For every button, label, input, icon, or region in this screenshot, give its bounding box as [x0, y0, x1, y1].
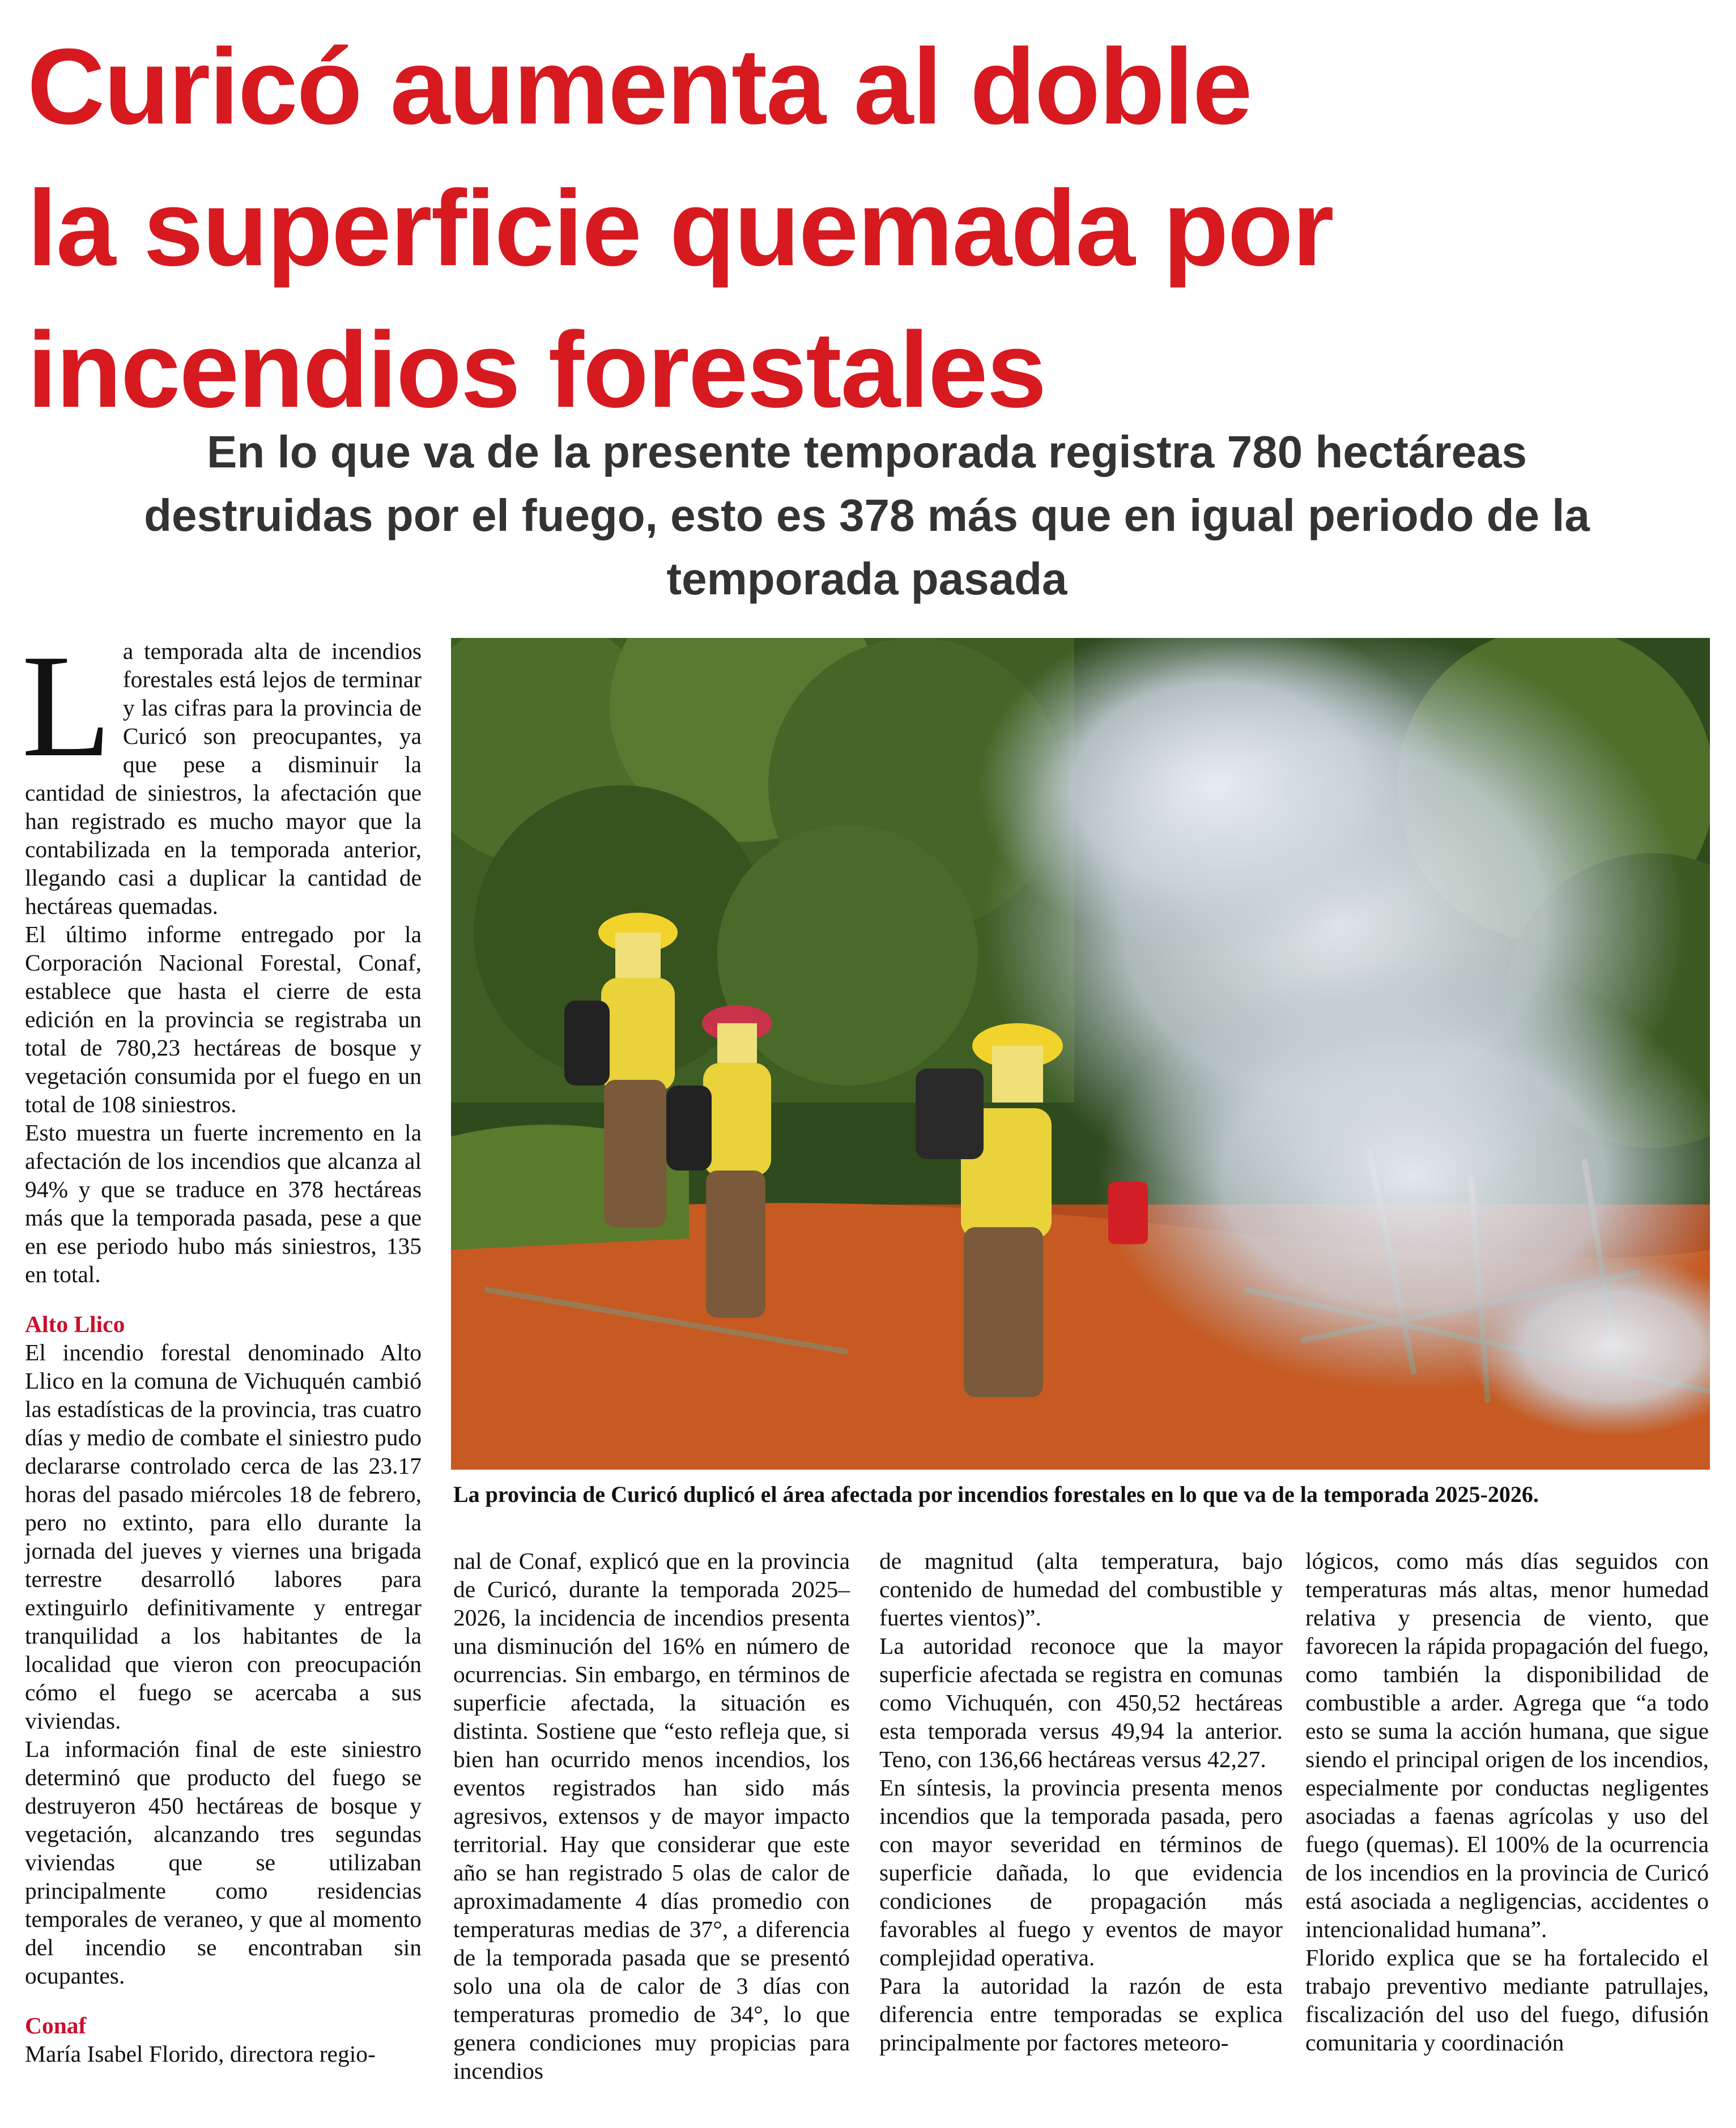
paragraph-florido-end: de magnitud (alta temperatura, bajo contenido de humedad del combustible y fuertes vientos)”. [879, 1548, 1283, 1631]
paragraph-reason-start: Para la autoridad la razón de esta diferencia entre temporadas se explica principalmente por factores meteoro- [879, 1973, 1283, 2055]
paragraph-alto-llico: El incendio forestal denominado Alto Llico en la comuna de Vichuquén cambió las estadísticas de la provincia, tras cuatro días y medio de combate el siniestro pudo declararse controlado cerca de las 23.17 horas del pasado miércoles 18 de febrero, pero no extinto, para ello durante la jornada del jueves y viernes una brigada terrestre desarrolló labores para extinguirlo definitivamente y entregar tranquilidad a los habitantes de la localidad que vieron con preocupación cómo el fuego se acercaba a sus viviendas. [25, 1339, 422, 1734]
subtitle-line-3: temporada pasada [666, 554, 1067, 604]
paragraph-florido-start: María Isabel Florido, directora regio- [25, 2041, 376, 2067]
subtitle-line-1: En lo que va de la presente temporada registra 780 hectáreas [207, 427, 1527, 477]
intro-text: a temporada alta de incendios forestales está lejos de terminar y las cifras para la provincia de Curicó son preocupantes, ya que pese a disminuir la cantidad de siniestros, la afectación que han registrado es mucho mayor que la contabilizada en la temporada anterior, llegando casi a duplicar la cantidad de hectáreas quemadas. [25, 638, 422, 919]
article-column-3 [879, 1547, 1283, 2057]
drop-cap: L [22, 624, 112, 788]
article-column-1 [22, 624, 422, 2068]
subtitle [45, 420, 1688, 611]
paragraph-conaf-report: El último informe entregado por la Corporación Nacional Forestal, Conaf, establece que hasta el cierre de esta edición en la provincia se registraba un total de 780,23 hectáreas de bosque y vegetación consumida por el fuego en un total de 108 siniestros. [25, 921, 422, 1117]
headline-line-1: Curicó aumenta al doble [27, 27, 1252, 147]
photo-caption: La provincia de Curicó duplicó el área afectada por incendios forestales en lo que va de la temporada 2025-2026. [453, 1482, 1539, 1507]
article-column-4 [1305, 1547, 1709, 2057]
headline [27, 16, 1716, 441]
section-heading-conaf: Conaf [25, 2012, 87, 2038]
section-heading-alto-llico: Alto Llico [25, 1311, 125, 1337]
paragraph-synthesis: En síntesis, la provincia presenta menos incendios que la temporada pasada, pero con mayor severidad en términos de superficie dañada, lo que evidencia condiciones de propagación más favorables al fuego y eventos de mayor complejidad operativa. [879, 1774, 1283, 1970]
article-column-2 [453, 1547, 850, 2085]
intro-paragraph [22, 624, 422, 920]
paragraph-final-info: La información final de este siniestro determinó que producto del fuego se destruyeron 450 hectáreas de bosque y vegetación, alcanzando tres segundas viviendas que se utilizaban principalmente como residencias temporales de veraneo, y que al momento del incendio se encontraban sin ocupantes. [25, 1736, 422, 1989]
photo-illustration [451, 638, 1710, 1470]
headline-line-2: la superficie quemada por [27, 168, 1333, 288]
firefighters-photo [451, 638, 1710, 1470]
paragraph-prevention: Florido explica que se ha fortalecido el trabajo preventivo mediante patrullajes, fiscalización del uso del fuego, difusión comunitaria y coordinación [1305, 1944, 1709, 2055]
subtitle-line-2: destruidas por el fuego, esto es 378 más que en igual periodo de la [144, 490, 1590, 540]
headline-line-3: incendios forestales [27, 310, 1046, 430]
paragraph-communes: La autoridad reconoce que la mayor superficie afectada se registra en comunas como Vichuquén, con 450,52 hectáreas esta temporada versus 49,94 la anterior. Teno, con 136,66 hectáreas versus 42,27. [879, 1633, 1283, 1772]
paragraph-reason-cont: lógicos, como más días seguidos con temperaturas más altas, menor humedad relativa y presencia de viento, que favorecen la rápida propagación del fuego, como también la disponibilidad de combustible a arder. Agrega que “a todo esto se suma la acción humana, que sigue siendo el principal origen de los incendios, especialmente por conductas negligentes asociadas a faenas agrícolas y uso del fuego (quemas). El 100% de la ocurrencia de los incendios en la provincia de Curicó está asociada a negligencias, accidentes o intencionalidad humana”. [1305, 1548, 1709, 1942]
paragraph-florido-cont: nal de Conaf, explicó que en la provincia de Curicó, durante la temporada 2025–2026, la incidencia de incendios presenta una disminución del 16% en número de ocurrencias. Sin embargo, en términos de superficie afectada, la situación es distinta. Sostiene que “esto refleja que, si bien han ocurrido menos incendios, los eventos registrados han sido más agresivos, extensos y de mayor impacto territorial. Hay que considerar que este año se han registrado 5 olas de calor de aproximadamente 4 días promedio con temperaturas medias de 37°, a diferencia de la temporada pasada que se presentó solo una ola de calor de 3 días con temperaturas promedio de 34°, lo que genera condiciones muy propicias para incendios [453, 1548, 850, 2084]
paragraph-increase: Esto muestra un fuerte incremento en la afectación de los incendios que alcanza al 94% y que se traduce en 378 hectáreas más que la temporada pasada, pese a que en ese periodo hubo más siniestros, 135 en total. [25, 1120, 422, 1287]
